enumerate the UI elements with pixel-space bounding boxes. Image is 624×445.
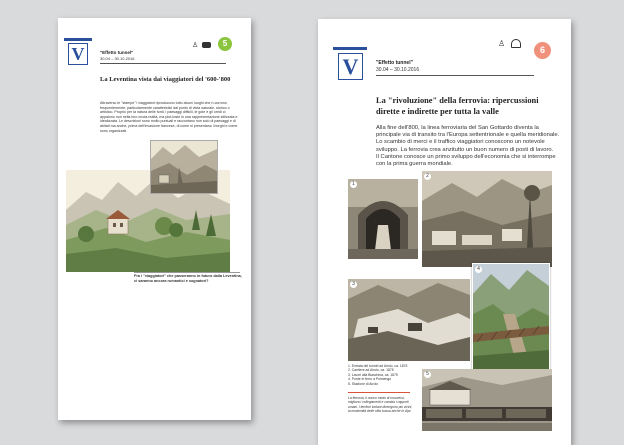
note-rule (348, 392, 410, 393)
photo-number: 3 (350, 281, 357, 288)
photo-3-biaschina-works (348, 279, 470, 361)
note-text: La ferrovia, il nuovo modo di muoversi, migliora i collegamenti e cambia i rapporti umani. I territori lontani divengono più vicini, la modernità delle città bussa anche in Alpi. (348, 396, 413, 413)
photo-4-iron-bridge (472, 263, 550, 383)
page-number-badge: 5 (218, 37, 232, 51)
walker-icon: ♙ (192, 42, 199, 49)
photo-number: 2 (424, 173, 431, 180)
photo-2-construction-site (422, 171, 552, 267)
walker-icon: ♙ (498, 39, 506, 48)
header-date: 30.04 – 30.10.2016 (376, 67, 420, 73)
page-heading-line-2: dirette e indirette per tutta la valle (376, 107, 499, 116)
logo: V (64, 38, 92, 66)
legend-item: 4. Ponte in ferro a Polmengo (348, 377, 392, 382)
poster-page-6 (318, 19, 571, 445)
car-icon (202, 42, 211, 48)
header-title: "Effetto tunnel" (376, 60, 413, 66)
logo: V (333, 47, 367, 81)
body-text: Attraverso le "stampe" i viaggiatori riproducono tutto alcuni luoghi che ri-corrono frequentemente, particolarmente caratteristici dal punto di vista naturale, storico o artistico. Proprio per la natura delle fonti, i paesaggi difficili, le gole e gli orridi ci appaiono non nella loro cruda realtà, ma piut-tosto in una rappresentazione stilizzata e idealizzata. Le descrizioni sono molto puntuali e raccontano non solo di paesaggi e di abitati ma anche, prima dell'invasione francese, di come si presentano i borghi e come sono organizzati. (100, 101, 238, 133)
print-caption: Fra i "viaggiatori" che passeranno in futuro dalla Leventina, ci saranno ancora romantici e sognatori? (134, 274, 242, 283)
header-title: "Effetto tunnel" (100, 50, 134, 55)
photo-number: 1 (350, 181, 357, 188)
header-rule (100, 63, 226, 64)
caption-rule (134, 272, 240, 273)
legend-item: 5. Stazione di Airolo (348, 381, 378, 386)
engraving-print (150, 140, 218, 194)
page-heading-line-1: La "rivoluzione" della ferrovia: ripercussioni (376, 96, 539, 105)
body-text: Alla fine dell'800, la linea ferroviaria del San Gottardo diventa la principale via di transito tra l'Europa settentrionale e quella meridionale. Lo scambio di merci e il traffico viaggiatori conoscono un notevole sviluppo. La ferrovia crea anzitutto un buon numero di posti di lavoro. Il Cantone conosce un primo sviluppo dell'economia che si interrompe con la prima guerra mondiale. (376, 125, 560, 168)
photo-5-airolo-station (422, 369, 552, 431)
photo-1-tunnel-entrance (348, 179, 418, 259)
page-heading: La Leventina vista dai viaggiatori del '600-'800 (100, 76, 231, 83)
header-date: 30.04 – 30.10.2016 (100, 56, 135, 61)
tunnel-icon (511, 39, 521, 48)
photo-number: 5 (424, 371, 431, 378)
header-rule (376, 75, 534, 76)
legend-item: 3. Lavori alla Biaschina, ca. 1875 (348, 372, 398, 377)
legend-item: 2. Cantiere ad Airolo, ca. 1875 (348, 368, 394, 373)
poster-page-5 (58, 18, 251, 420)
page-number-badge: 6 (534, 42, 551, 59)
photo-legend (348, 364, 422, 386)
page-heading (376, 95, 566, 117)
legend-item: 1. Entrata del tunnel ad Airolo, ca. 1875 (348, 364, 408, 368)
photo-number: 4 (475, 266, 482, 273)
